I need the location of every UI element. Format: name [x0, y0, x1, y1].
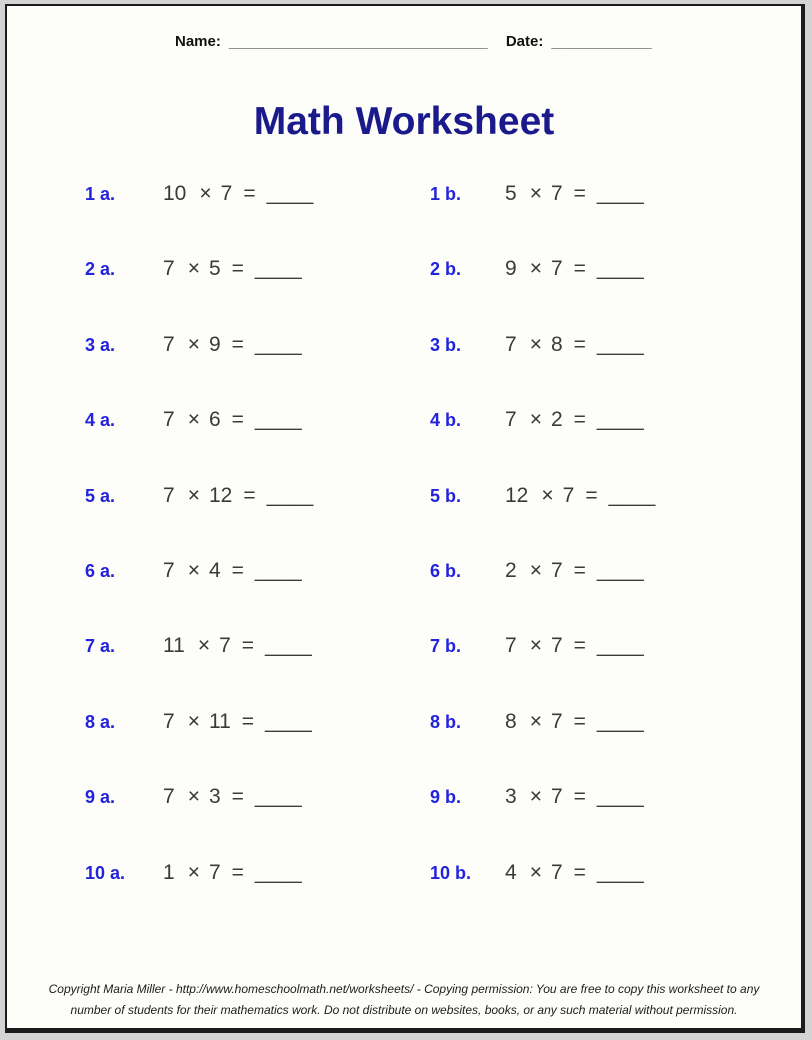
- equals-sign: =: [231, 257, 244, 281]
- equals-sign: =: [231, 860, 244, 884]
- problem-label-8b: 8 b.: [430, 711, 462, 732]
- operand: 7: [550, 182, 563, 205]
- answer-blank: ____: [254, 785, 302, 809]
- operand: 2: [505, 558, 517, 582]
- times-sign: ×: [187, 860, 200, 884]
- operand: 7: [163, 408, 175, 432]
- worksheet-page: [5, 4, 805, 1033]
- answer-blank: ____: [254, 257, 302, 281]
- problem-row-3: [7, 333, 801, 408]
- answer-blank: ____: [254, 860, 302, 884]
- answer-blank: ____: [265, 709, 312, 733]
- answer-blank: ____: [596, 709, 644, 733]
- problem-expression-3b: [505, 333, 644, 357]
- operand: 7: [208, 860, 221, 884]
- operand: 8: [550, 332, 563, 356]
- times-sign: ×: [187, 332, 200, 356]
- equals-sign: =: [573, 785, 586, 809]
- times-sign: ×: [529, 332, 542, 356]
- problem-label-7b: 7 b.: [430, 636, 462, 657]
- operand: 7: [163, 785, 175, 809]
- operand: 2: [550, 408, 563, 432]
- problem-row-10: [7, 861, 801, 936]
- problem-expression-5b: [505, 484, 655, 508]
- equals-sign: =: [231, 332, 244, 356]
- operand: 9: [505, 257, 517, 281]
- answer-blank: ____: [254, 408, 302, 432]
- operand: 7: [550, 860, 563, 884]
- problem-expression-4a: [163, 408, 430, 432]
- operand: 7: [505, 408, 517, 432]
- equals-sign: =: [241, 634, 255, 658]
- answer-blank: ____: [596, 257, 644, 281]
- equals-sign: =: [585, 483, 598, 507]
- equals-sign: =: [573, 408, 586, 432]
- footer-line-2: number of students for their mathematics work. Do not distribute on websites, books, or any such material without permission.: [70, 1003, 738, 1017]
- operand: 12: [208, 483, 233, 507]
- problems-grid: [7, 182, 801, 936]
- problem-expression-8a: [163, 710, 430, 734]
- times-sign: ×: [187, 257, 200, 281]
- problem-label-5b: 5 b.: [430, 485, 462, 506]
- problem-expression-9b: [505, 785, 644, 809]
- times-sign: ×: [529, 709, 542, 733]
- times-sign: ×: [187, 408, 200, 432]
- operand: 7: [550, 709, 563, 733]
- equals-sign: =: [243, 483, 256, 507]
- operand: 1: [163, 860, 175, 884]
- times-sign: ×: [187, 558, 200, 582]
- name-label: Name:: [175, 33, 221, 50]
- problem-label-4b: 4 b.: [430, 410, 462, 431]
- problem-label-4a: 4 a.: [85, 410, 116, 431]
- problem-expression-10b: [505, 861, 644, 885]
- equals-sign: =: [231, 785, 244, 809]
- problem-expression-7a: [163, 634, 430, 658]
- problem-label-3b: 3 b.: [430, 334, 462, 355]
- problem-expression-2a: [163, 257, 430, 281]
- problem-expression-7b: [505, 634, 644, 658]
- problem-expression-4b: [505, 408, 644, 432]
- operand: 6: [208, 408, 221, 432]
- answer-blank: ____: [254, 558, 302, 582]
- operand: 7: [550, 785, 563, 809]
- problem-row-8: [7, 710, 801, 785]
- problem-label-1a: 1 a.: [85, 184, 116, 204]
- operand: 7: [163, 558, 175, 582]
- answer-blank: ____: [265, 634, 312, 658]
- problem-row-6: [7, 559, 801, 634]
- equals-sign: =: [573, 182, 586, 205]
- operand: 7: [550, 634, 563, 658]
- problem-row-9: [7, 785, 801, 860]
- operand: 5: [208, 257, 221, 281]
- times-sign: ×: [199, 182, 212, 205]
- problem-expression-3a: [163, 333, 430, 357]
- problem-expression-6b: [505, 559, 644, 583]
- equals-sign: =: [243, 182, 256, 205]
- page-title: Math Worksheet: [253, 100, 555, 143]
- times-sign: ×: [529, 558, 542, 582]
- problem-label-7a: 7 a.: [85, 636, 116, 657]
- equals-sign: =: [573, 257, 586, 281]
- footer-line-1: Copyright Maria Miller - http://www.homeschoolmath.net/worksheets/ - Copying permission: You are free to copy this worksheet to any: [48, 982, 760, 996]
- problem-expression-8b: [505, 710, 644, 734]
- date-blank-line: ____________: [551, 33, 652, 50]
- operand: 7: [163, 709, 175, 733]
- operand: 11: [163, 634, 185, 658]
- times-sign: ×: [541, 483, 554, 507]
- footer-copyright: [7, 979, 801, 1021]
- operand: 7: [163, 332, 175, 356]
- answer-blank: ____: [596, 332, 644, 356]
- problem-expression-10a: [163, 861, 430, 885]
- problem-row-5: [7, 484, 801, 559]
- problem-expression-5a: [163, 484, 430, 508]
- problem-label-2b: 2 b.: [430, 259, 462, 280]
- problem-row-1: [7, 182, 801, 257]
- problem-expression-2b: [505, 257, 644, 281]
- operand: 12: [505, 483, 529, 507]
- problem-label-10b: 10 b.: [430, 862, 472, 883]
- operand: 7: [562, 483, 575, 507]
- operand: 7: [505, 634, 517, 658]
- equals-sign: =: [573, 558, 586, 582]
- answer-blank: ____: [266, 483, 314, 507]
- problem-label-5a: 5 a.: [85, 485, 116, 506]
- answer-blank: ____: [596, 558, 644, 582]
- answer-blank: ____: [596, 408, 644, 432]
- operand: 9: [208, 332, 221, 356]
- problem-label-6a: 6 a.: [85, 560, 116, 581]
- answer-blank: ____: [608, 483, 656, 507]
- operand: 7: [163, 483, 175, 507]
- problem-row-2: [7, 257, 801, 332]
- times-sign: ×: [187, 785, 200, 809]
- operand: 5: [505, 182, 517, 205]
- operand: 7: [219, 634, 231, 658]
- problem-expression-1b: [505, 182, 644, 206]
- times-sign: ×: [197, 634, 211, 658]
- answer-blank: ____: [596, 182, 644, 205]
- problem-expression-6a: [163, 559, 430, 583]
- problem-expression-1a: [163, 182, 430, 206]
- equals-sign: =: [573, 332, 586, 356]
- operand: 7: [550, 257, 563, 281]
- equals-sign: =: [241, 709, 255, 733]
- problem-label-10a: 10 a.: [85, 862, 126, 883]
- operand: 7: [220, 182, 233, 205]
- times-sign: ×: [187, 483, 200, 507]
- operand: 7: [550, 558, 563, 582]
- answer-blank: ____: [596, 785, 644, 809]
- problem-label-9b: 9 b.: [430, 787, 462, 808]
- answer-blank: ____: [266, 182, 314, 205]
- times-sign: ×: [529, 257, 542, 281]
- problem-expression-9a: [163, 785, 430, 809]
- answer-blank: ____: [596, 634, 644, 658]
- name-blank-line: _______________________________: [229, 33, 488, 50]
- operand: 8: [505, 709, 517, 733]
- equals-sign: =: [573, 634, 586, 658]
- times-sign: ×: [529, 634, 542, 658]
- operand: 4: [505, 860, 517, 884]
- problem-label-8a: 8 a.: [85, 711, 116, 732]
- equals-sign: =: [573, 709, 586, 733]
- times-sign: ×: [529, 860, 542, 884]
- problem-label-6b: 6 b.: [430, 560, 462, 581]
- times-sign: ×: [529, 182, 542, 205]
- problem-row-7: [7, 634, 801, 709]
- name-date-row: [175, 33, 652, 50]
- date-label: Date:: [505, 33, 544, 50]
- answer-blank: ____: [596, 860, 644, 884]
- operand: 10: [163, 182, 187, 205]
- operand: 3: [505, 785, 517, 809]
- equals-sign: =: [231, 558, 244, 582]
- problem-row-4: [7, 408, 801, 483]
- problem-label-2a: 2 a.: [85, 259, 116, 280]
- problem-label-3a: 3 a.: [85, 334, 116, 355]
- operand: 3: [208, 785, 221, 809]
- times-sign: ×: [187, 709, 200, 733]
- times-sign: ×: [529, 408, 542, 432]
- equals-sign: =: [231, 408, 244, 432]
- operand: 4: [208, 558, 221, 582]
- operand: 7: [163, 257, 175, 281]
- times-sign: ×: [529, 785, 542, 809]
- problem-label-1b: 1 b.: [430, 184, 462, 204]
- answer-blank: ____: [254, 332, 302, 356]
- operand: 11: [208, 709, 231, 733]
- operand: 7: [505, 332, 517, 356]
- problem-label-9a: 9 a.: [85, 787, 116, 808]
- equals-sign: =: [573, 860, 586, 884]
